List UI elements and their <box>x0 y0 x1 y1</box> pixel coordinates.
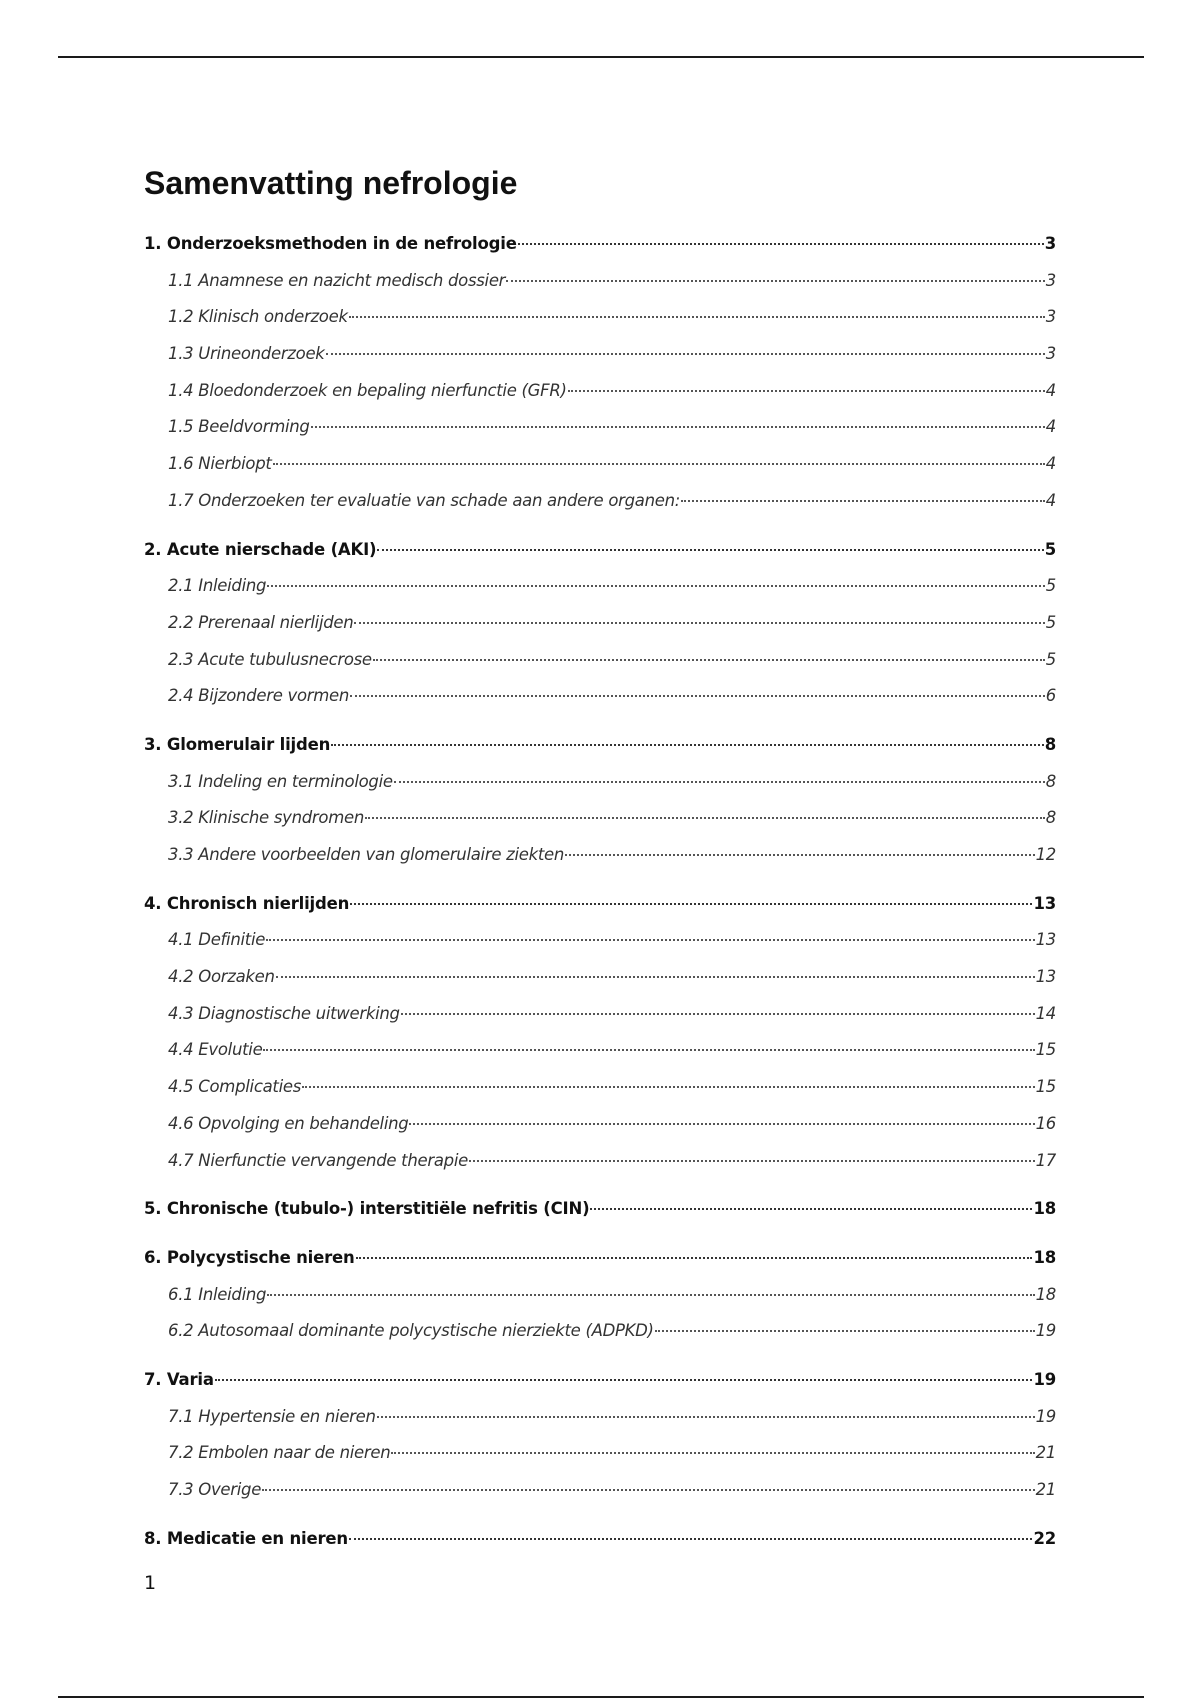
list-item <box>144 1472 1056 1509</box>
toc-entry-title: 4.4 Evolutie <box>168 1040 263 1060</box>
toc-entry-title: 7.3 Overige <box>168 1480 262 1499</box>
dot-leader <box>401 1013 1035 1015</box>
toc-chapter-entry[interactable] <box>144 226 1056 263</box>
dot-leader <box>518 243 1044 245</box>
toc-chapter-entry[interactable] <box>144 1240 1056 1277</box>
dot-leader <box>365 817 1045 819</box>
toc-page-number: 19 <box>1033 1369 1056 1389</box>
toc-chapter <box>144 886 1056 1180</box>
toc-chapter <box>144 1362 1056 1509</box>
toc-entry-title: 4.7 Nierfunctie vervangende therapie <box>168 1150 468 1170</box>
toc-subsection-entry[interactable] <box>168 1032 1056 1069</box>
dot-leader <box>377 1416 1035 1418</box>
dot-leader <box>506 280 1045 282</box>
toc-subsection-entry[interactable] <box>168 1399 1056 1436</box>
toc-entry-title: 1.7 Onderzoeken ter evaluatie van schade aan andere organen: <box>168 490 681 510</box>
toc-page-number: 18 <box>1033 1199 1056 1219</box>
toc-entry-title: 1.5 Beeldvorming <box>168 417 310 437</box>
toc-page-number: 4 <box>1045 454 1056 474</box>
list-item <box>144 1069 1056 1106</box>
toc-page-number: 5 <box>1045 576 1056 596</box>
toc-page-number: 18 <box>1035 1284 1056 1304</box>
toc-page-number: 6 <box>1045 686 1056 706</box>
toc-entry-title: 4.3 Diagnostische uitwerking <box>168 1003 400 1023</box>
document-title: Samenvatting nefrologie <box>144 165 518 201</box>
page-number: 1 <box>144 1572 157 1594</box>
toc-entry-title: 3.2 Klinische syndromen <box>168 808 364 828</box>
dot-leader <box>655 1330 1035 1332</box>
dot-leader <box>377 549 1043 551</box>
toc-subsection-entry[interactable] <box>168 996 1056 1033</box>
toc-page-number: 21 <box>1035 1480 1056 1499</box>
toc-entry-title: 1.3 Urineonderzoek <box>168 344 325 364</box>
footer-rule <box>58 1696 1144 1698</box>
toc-subsection-entry[interactable] <box>168 299 1056 336</box>
toc-entry-title: 2.4 Bijzondere vormen <box>168 686 350 706</box>
toc-subsection-entry[interactable] <box>168 446 1056 483</box>
toc-entry-title: 6.1 Inleiding <box>168 1284 267 1304</box>
dot-leader <box>267 585 1045 587</box>
toc-subsection-list <box>144 764 1056 874</box>
dot-leader <box>391 1452 1034 1454</box>
dot-leader <box>350 695 1045 697</box>
toc-subsection-entry[interactable] <box>168 1277 1056 1314</box>
toc-chapter-entry[interactable] <box>144 532 1056 569</box>
toc-entry-title: 4.6 Opvolging en behandeling <box>168 1113 409 1133</box>
dot-leader <box>354 622 1044 624</box>
dot-leader <box>469 1160 1035 1162</box>
toc-subsection-entry[interactable] <box>168 483 1056 520</box>
toc-chapter-entry[interactable] <box>144 886 1056 923</box>
dot-leader <box>215 1379 1033 1381</box>
dot-leader <box>331 744 1044 746</box>
dot-leader <box>262 1489 1035 1491</box>
toc-entry-title: 6. Polycystische nieren <box>144 1247 355 1267</box>
list-item <box>144 1313 1056 1350</box>
toc-subsection-entry[interactable] <box>168 1313 1056 1350</box>
list-item <box>144 373 1056 410</box>
toc-entry-title: 1.4 Bloedonderzoek en bepaling nierfunctie (GFR) <box>168 380 567 400</box>
toc-page-number: 22 <box>1033 1528 1056 1548</box>
dot-leader <box>590 1208 1032 1210</box>
header-rule <box>58 56 1144 58</box>
toc-page-number: 8 <box>1045 808 1056 828</box>
toc-entry-title: 3. Glomerulair lijden <box>144 734 331 754</box>
toc-page-number: 13 <box>1035 930 1056 950</box>
toc-subsection-list <box>144 1399 1056 1509</box>
toc-page-number: 5 <box>1045 649 1056 669</box>
toc-page-number: 4 <box>1045 417 1056 437</box>
toc-page-number: 3 <box>1044 234 1056 253</box>
toc-chapter <box>144 226 1056 520</box>
toc-entry-title: 4. Chronisch nierlijden <box>144 893 350 913</box>
list-item <box>144 959 1056 996</box>
toc-chapter <box>144 532 1056 715</box>
dot-leader <box>565 854 1035 856</box>
toc-entry-title: 4.2 Oorzaken <box>168 967 275 987</box>
toc-chapter-entry[interactable] <box>144 727 1056 764</box>
toc-page-number: 17 <box>1035 1150 1056 1170</box>
dot-leader <box>349 316 1045 318</box>
toc-entry-title: 5. Chronische (tubulo-) interstitiële nefritis (CIN) <box>144 1199 590 1219</box>
toc-chapter <box>144 1191 1056 1228</box>
dot-leader <box>373 659 1045 661</box>
toc-chapter <box>144 1521 1056 1558</box>
list-item <box>144 409 1056 446</box>
dot-leader <box>276 976 1035 978</box>
list-item <box>144 1277 1056 1314</box>
toc-page-number: 3 <box>1045 307 1056 327</box>
toc-entry-title: 4.1 Definitie <box>168 930 266 950</box>
toc-chapter <box>144 1240 1056 1350</box>
toc-page-number: 8 <box>1044 734 1056 754</box>
list-item <box>144 764 1056 801</box>
list-item <box>144 837 1056 874</box>
toc-subsection-entry[interactable] <box>168 336 1056 373</box>
toc-page-number: 3 <box>1045 344 1056 364</box>
toc-subsection-entry[interactable] <box>168 1069 1056 1106</box>
toc-page-number: 5 <box>1045 612 1056 632</box>
dot-leader <box>267 1294 1034 1296</box>
toc-chapter-entry[interactable] <box>144 1191 1056 1228</box>
toc-subsection-entry[interactable] <box>168 409 1056 446</box>
toc-entry-title: 2.1 Inleiding <box>168 576 267 596</box>
toc-page-number: 4 <box>1045 490 1056 510</box>
dot-leader <box>326 353 1045 355</box>
toc-subsection-list <box>144 922 1056 1179</box>
toc-entry-title: 2. Acute nierschade (AKI) <box>144 539 377 559</box>
toc-subsection-entry[interactable] <box>168 263 1056 300</box>
dot-leader <box>273 463 1045 465</box>
toc-chapter-entry[interactable] <box>144 1362 1056 1399</box>
list-item <box>144 922 1056 959</box>
toc-entry-title: 3.1 Indeling en terminologie <box>168 771 393 791</box>
toc-page-number: 12 <box>1035 845 1056 864</box>
dot-leader <box>349 1538 1033 1540</box>
dot-leader <box>409 1123 1034 1125</box>
toc-entry-title: 8. Medicatie en nieren <box>144 1528 348 1548</box>
dot-leader <box>266 939 1035 941</box>
toc-page-number: 15 <box>1035 1040 1056 1060</box>
dot-leader <box>311 426 1045 428</box>
toc-subsection-entry[interactable] <box>168 922 1056 959</box>
toc-page-number: 4 <box>1045 380 1056 400</box>
dot-leader <box>394 781 1045 783</box>
toc-page-number: 19 <box>1035 1321 1056 1341</box>
toc-subsection-entry[interactable] <box>168 1472 1056 1509</box>
toc-chapter <box>144 727 1056 874</box>
toc-entry-title: 3.3 Andere voorbeelden van glomerulaire ziekten <box>168 845 565 864</box>
toc-subsection-entry[interactable] <box>168 605 1056 642</box>
list-item <box>144 1143 1056 1180</box>
toc-subsection-entry[interactable] <box>168 1143 1056 1180</box>
toc-page-number: 19 <box>1035 1406 1056 1426</box>
toc-subsection-entry[interactable] <box>168 959 1056 996</box>
toc-subsection-entry[interactable] <box>168 568 1056 605</box>
toc-subsection-entry[interactable] <box>168 1106 1056 1143</box>
dot-leader <box>263 1049 1034 1051</box>
toc-entry-title: 1.1 Anamnese en nazicht medisch dossier <box>168 270 506 290</box>
list-item <box>144 1399 1056 1436</box>
toc-entry-title: 7.2 Embolen naar de nieren <box>168 1443 391 1463</box>
table-of-contents <box>144 226 1056 1557</box>
dot-leader <box>350 903 1032 905</box>
list-item <box>144 605 1056 642</box>
toc-page-number: 13 <box>1035 967 1056 987</box>
toc-entry-title: 1.2 Klinisch onderzoek <box>168 307 348 327</box>
toc-entry-title: 4.5 Complicaties <box>168 1077 302 1097</box>
toc-page-number: 3 <box>1045 270 1056 290</box>
list-item <box>144 1106 1056 1143</box>
list-item <box>144 1435 1056 1472</box>
toc-subsection-entry[interactable] <box>168 837 1056 874</box>
toc-subsection-entry[interactable] <box>168 764 1056 801</box>
list-item <box>144 996 1056 1033</box>
toc-entry-title: 2.2 Prerenaal nierlijden <box>168 612 354 632</box>
toc-entry-title: 6.2 Autosomaal dominante polycystische nierziekte (ADPKD) <box>168 1321 654 1341</box>
toc-page-number: 18 <box>1033 1247 1056 1267</box>
toc-page-number: 5 <box>1044 539 1056 559</box>
toc-entry-title: 1. Onderzoeksmethoden in de nefrologie <box>144 234 517 253</box>
toc-entry-title: 1.6 Nierbiopt <box>168 454 272 474</box>
toc-entry-title: 7. Varia <box>144 1369 214 1389</box>
list-item <box>144 483 1056 520</box>
list-item <box>144 568 1056 605</box>
toc-entry-title: 7.1 Hypertensie en nieren <box>168 1406 376 1426</box>
list-item <box>144 446 1056 483</box>
list-item <box>144 263 1056 300</box>
toc-entry-title: 2.3 Acute tubulusnecrose <box>168 649 372 669</box>
toc-subsection-entry[interactable] <box>168 800 1056 837</box>
toc-page-number: 14 <box>1035 1003 1056 1023</box>
dot-leader <box>568 390 1045 392</box>
toc-subsection-entry[interactable] <box>168 678 1056 715</box>
dot-leader <box>356 1257 1033 1259</box>
toc-page-number: 16 <box>1035 1113 1056 1133</box>
list-item <box>144 678 1056 715</box>
list-item <box>144 336 1056 373</box>
dot-leader <box>681 500 1045 502</box>
toc-page-number: 13 <box>1033 893 1056 913</box>
list-item <box>144 800 1056 837</box>
toc-page-number: 8 <box>1045 771 1056 791</box>
toc-subsection-entry[interactable] <box>168 1435 1056 1472</box>
dot-leader <box>302 1086 1035 1088</box>
toc-chapter-entry[interactable] <box>144 1521 1056 1558</box>
toc-subsection-list <box>144 1277 1056 1350</box>
toc-page-number: 21 <box>1035 1443 1056 1463</box>
toc-subsection-entry[interactable] <box>168 373 1056 410</box>
toc-subsection-list <box>144 263 1056 520</box>
list-item <box>144 1032 1056 1069</box>
list-item <box>144 299 1056 336</box>
toc-page-number: 15 <box>1035 1077 1056 1097</box>
toc-subsection-list <box>144 568 1056 715</box>
list-item <box>144 642 1056 679</box>
toc-subsection-entry[interactable] <box>168 642 1056 679</box>
